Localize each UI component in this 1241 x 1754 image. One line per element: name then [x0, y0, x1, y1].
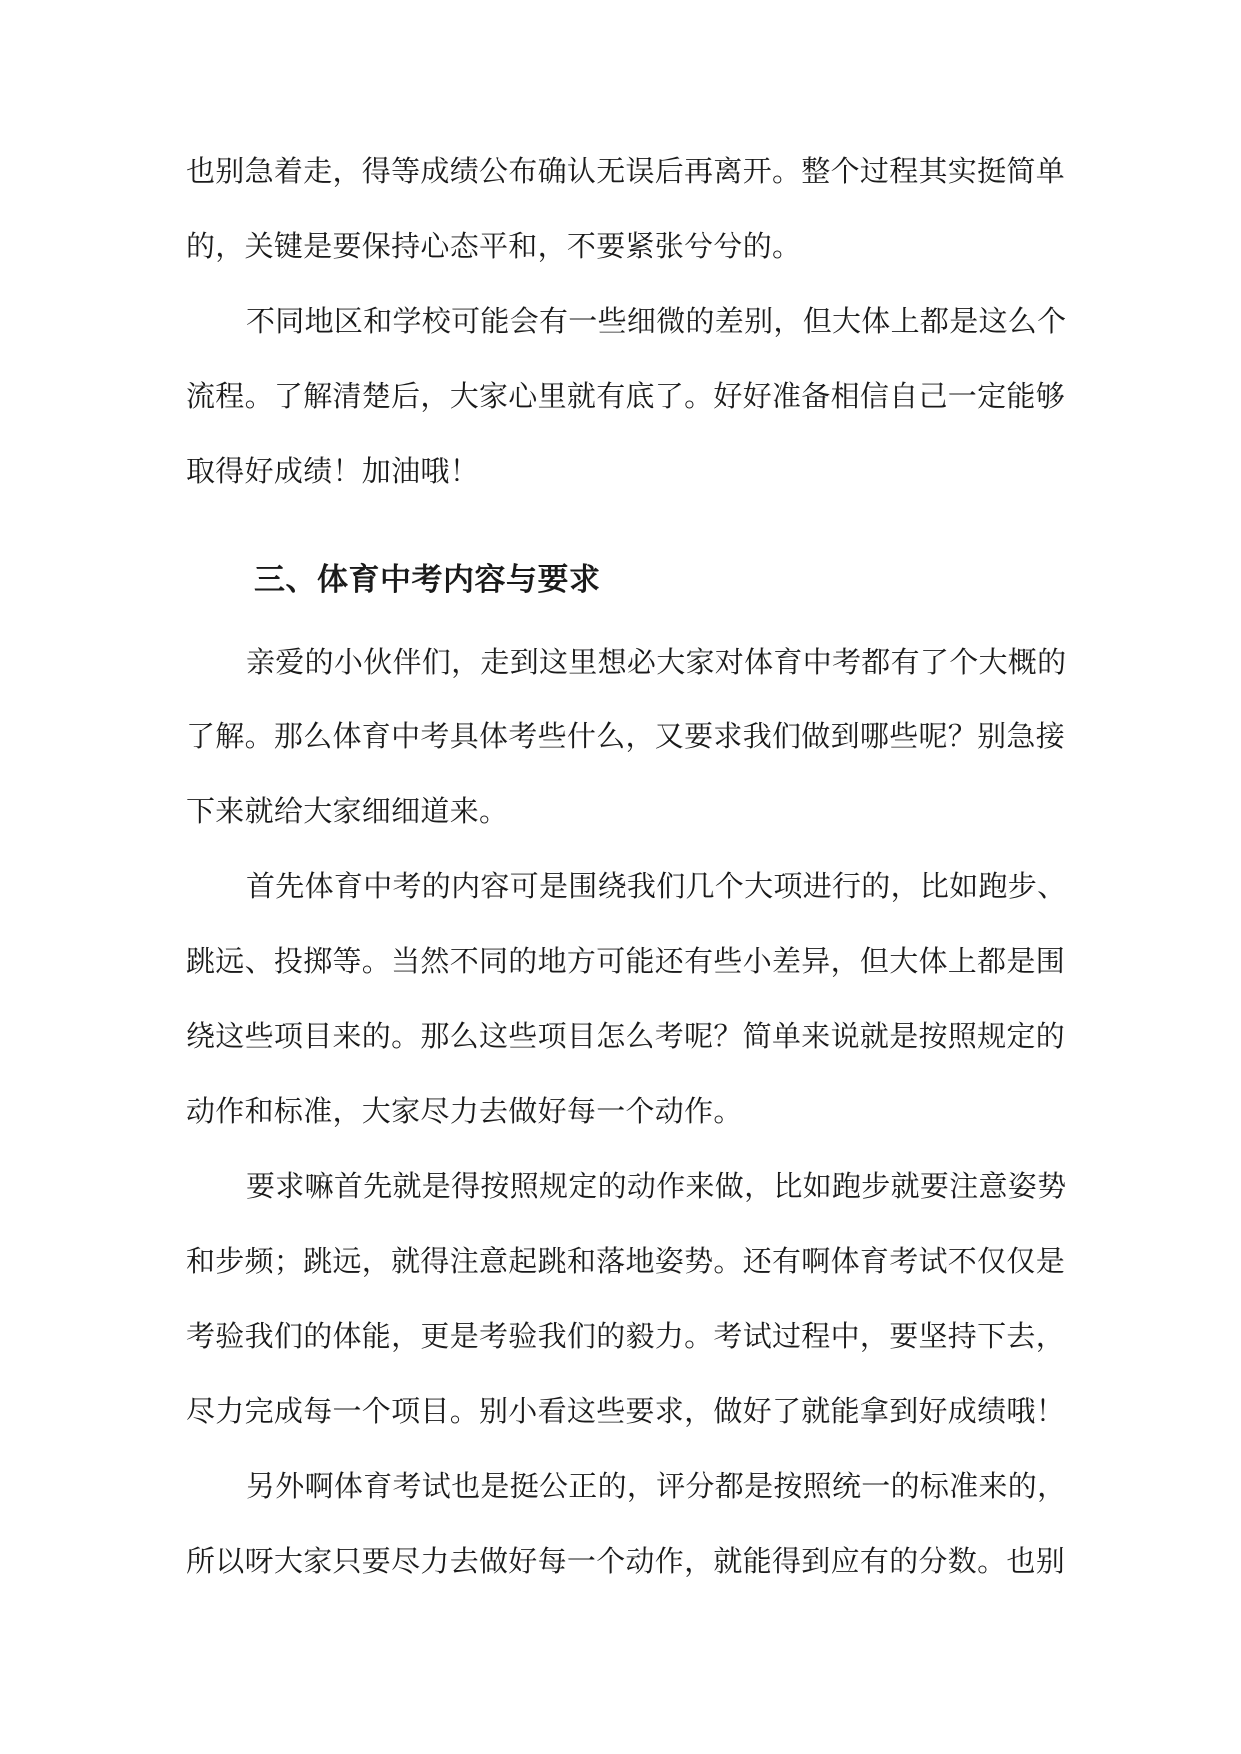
paragraph-1-line-2: 的，关键是要保持心态平和，不要紧张兮兮的。	[186, 229, 802, 263]
paragraph-4-line-1: 首先体育中考的内容可是围绕我们几个大项进行的，比如跑步、	[246, 869, 1067, 903]
paragraph-5-line-2: 和步频；跳远，就得注意起跳和落地姿势。还有啊体育考试不仅仅是	[186, 1244, 1066, 1278]
paragraph-6-line-1: 另外啊体育考试也是挺公正的，评分都是按照统一的标准来的，	[246, 1469, 1067, 1503]
paragraph-3-line-2: 了解。那么体育中考具体考些什么，又要求我们做到哪些呢？别急接	[186, 719, 1066, 753]
paragraph-5-line-4: 尽力完成每一个项目。别小看这些要求，做好了就能拿到好成绩哦！	[186, 1394, 1066, 1428]
paragraph-2-line-2: 流程。了解清楚后，大家心里就有底了。好好准备相信自己一定能够	[186, 379, 1066, 413]
paragraph-4-line-2: 跳远、投掷等。当然不同的地方可能还有些小差异，但大体上都是围	[186, 944, 1066, 978]
paragraph-3-line-1: 亲爱的小伙伴们，走到这里想必大家对体育中考都有了个大概的	[246, 645, 1067, 679]
paragraph-5-line-3: 考验我们的体能，更是考验我们的毅力。考试过程中，要坚持下去，	[186, 1319, 1066, 1353]
paragraph-6-line-2: 所以呀大家只要尽力去做好每一个动作，就能得到应有的分数。也别	[186, 1544, 1066, 1578]
paragraph-2-line-3: 取得好成绩！加油哦！	[186, 454, 480, 488]
paragraph-4-line-3: 绕这些项目来的。那么这些项目怎么考呢？简单来说就是按照规定的	[186, 1019, 1066, 1053]
paragraph-3-line-3: 下来就给大家细细道来。	[186, 794, 509, 828]
paragraph-1-line-1: 也别急着走，得等成绩公布确认无误后再离开。整个过程其实挺简单	[186, 154, 1066, 188]
section-heading: 三、体育中考内容与要求	[254, 562, 601, 598]
paragraph-5-line-1: 要求嘛首先就是得按照规定的动作来做，比如跑步就要注意姿势	[246, 1169, 1067, 1203]
paragraph-4-line-4: 动作和标准，大家尽力去做好每一个动作。	[186, 1094, 743, 1128]
paragraph-2-line-1: 不同地区和学校可能会有一些细微的差别，但大体上都是这么个	[246, 304, 1067, 338]
